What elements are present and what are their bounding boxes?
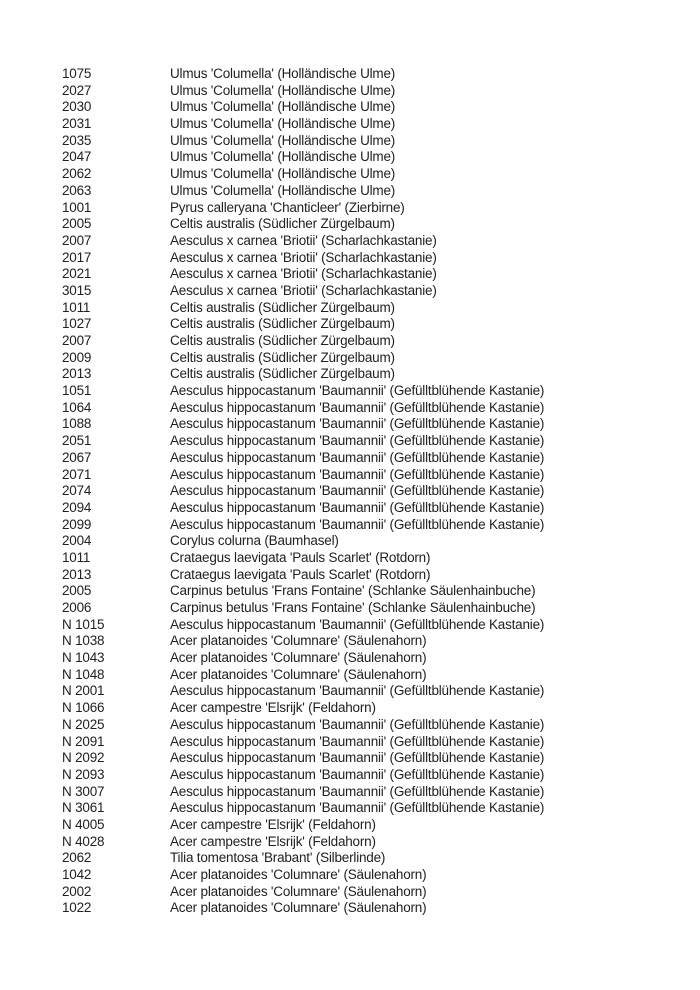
tree-id: N 4005: [62, 816, 105, 832]
tree-list-row: [62, 99, 662, 116]
tree-list-row: [62, 683, 662, 700]
tree-list-row: [62, 533, 662, 550]
tree-species: Ulmus 'Columella' (Holländische Ulme): [170, 66, 396, 81]
tree-list-row: [62, 350, 662, 367]
tree-id: 2063: [62, 182, 92, 198]
tree-id: 1027: [62, 316, 92, 332]
tree-species: Aesculus hippocastanum 'Baumannii' (Gefülltblühende Kastanie): [170, 750, 545, 766]
tree-id: 1042: [62, 867, 92, 882]
tree-species: Crataegus laevigata 'Pauls Scarlet' (Rotdorn): [170, 549, 431, 565]
tree-list-row: [62, 183, 662, 200]
tree-species: Aesculus x carnea 'Briotii' (Scharlachkastanie): [170, 249, 437, 265]
tree-id: 1011: [62, 299, 91, 315]
tree-list-row: [62, 884, 662, 901]
tree-list-row: [62, 383, 662, 400]
tree-species: Acer platanoides 'Columnare' (Säulenahorn): [170, 666, 427, 682]
tree-list-row: [62, 149, 662, 166]
tree-id: 2005: [62, 216, 92, 232]
tree-species: Aesculus x carnea 'Briotii' (Scharlachkastanie): [170, 232, 437, 248]
tree-species: Aesculus hippocastanum 'Baumannii' (Gefülltblühende Kastanie): [170, 800, 545, 816]
tree-list-row: [62, 333, 662, 350]
tree-list-row: [62, 850, 662, 867]
tree-id: N 3061: [62, 800, 105, 816]
tree-species: Ulmus 'Columella' (Holländische Ulme): [170, 116, 396, 132]
tree-species: Acer platanoides 'Columnare' (Säulenahorn): [170, 883, 427, 899]
tree-id: N 1015: [62, 616, 105, 632]
tree-species: Celtis australis (Südlicher Zürgelbaum): [170, 316, 395, 332]
tree-id: N 2001: [62, 683, 105, 699]
tree-id: 2047: [62, 149, 92, 165]
tree-list-row: [62, 867, 662, 884]
tree-species: Aesculus x carnea 'Briotii' (Scharlachkastanie): [170, 266, 437, 282]
tree-id: 2013: [62, 566, 92, 582]
tree-list-row: [62, 900, 662, 917]
tree-species: Celtis australis (Südlicher Zürgelbaum): [170, 349, 395, 365]
tree-list-row: [62, 283, 662, 300]
tree-species: Ulmus 'Columella' (Holländische Ulme): [170, 166, 396, 182]
tree-id: N 2025: [62, 716, 105, 732]
tree-id: 1088: [62, 416, 92, 432]
tree-id: N 3007: [62, 783, 105, 799]
tree-id: 2021: [62, 266, 92, 282]
tree-species: Aesculus x carnea 'Briotii' (Scharlachkastanie): [170, 282, 437, 298]
tree-species: Aesculus hippocastanum 'Baumannii' (Gefülltblühende Kastanie): [170, 716, 545, 732]
tree-id: 2074: [62, 483, 92, 499]
tree-species: Carpinus betulus 'Frans Fontaine' (Schlanke Säulenhainbuche): [170, 583, 536, 599]
tree-list-row: [62, 600, 662, 617]
tree-id: 2007: [62, 232, 92, 248]
tree-species: Acer campestre 'Elsrijk' (Feldahorn): [170, 816, 376, 832]
tree-species: Acer platanoides 'Columnare' (Säulenahorn): [170, 633, 427, 649]
tree-id: 2017: [62, 249, 92, 265]
tree-id: 1001: [62, 199, 92, 215]
tree-list-row: [62, 483, 662, 500]
tree-id: 2031: [62, 116, 92, 132]
tree-list-row: [62, 750, 662, 767]
tree-list-row: [62, 717, 662, 734]
tree-id: 2030: [62, 99, 92, 115]
tree-species: Aesculus hippocastanum 'Baumannii' (Gefülltblühende Kastanie): [170, 466, 545, 482]
tree-species: Acer platanoides 'Columnare' (Säulenahorn): [170, 650, 427, 666]
tree-species: Acer platanoides 'Columnare' (Säulenahorn): [170, 900, 427, 916]
tree-list-row: [62, 300, 662, 317]
tree-species: Aesculus hippocastanum 'Baumannii' (Gefülltblühende Kastanie): [170, 733, 545, 749]
tree-list-row: [62, 467, 662, 484]
tree-species: Acer campestre 'Elsrijk' (Feldahorn): [170, 700, 376, 716]
tree-id: 2002: [62, 883, 92, 899]
tree-list-row: [62, 667, 662, 684]
tree-species: Aesculus hippocastanum 'Baumannii' (Gefülltblühende Kastanie): [170, 683, 545, 699]
tree-id: 2013: [62, 366, 92, 382]
tree-species: Aesculus hippocastanum 'Baumannii' (Gefülltblühende Kastanie): [170, 433, 545, 449]
tree-list-row: [62, 83, 662, 100]
tree-list: [62, 66, 662, 917]
tree-id: N 1043: [62, 650, 105, 666]
tree-id: 1051: [62, 383, 92, 399]
tree-list-row: [62, 316, 662, 333]
tree-id: 1064: [62, 399, 92, 415]
tree-id: 2027: [62, 82, 92, 98]
tree-list-row: [62, 734, 662, 751]
tree-id: 1022: [62, 900, 92, 916]
tree-list-row: [62, 633, 662, 650]
tree-list-row: [62, 366, 662, 383]
tree-list-row: [62, 834, 662, 851]
tree-id: 1075: [62, 66, 92, 81]
tree-species: Aesculus hippocastanum 'Baumannii' (Gefülltblühende Kastanie): [170, 766, 545, 782]
tree-species: Tilia tomentosa 'Brabant' (Silberlinde): [170, 850, 386, 866]
tree-species: Aesculus hippocastanum 'Baumannii' (Gefülltblühende Kastanie): [170, 383, 545, 399]
tree-id: 2051: [62, 433, 92, 449]
tree-species: Aesculus hippocastanum 'Baumannii' (Gefülltblühende Kastanie): [170, 616, 545, 632]
tree-list-row: [62, 817, 662, 834]
tree-species: Aesculus hippocastanum 'Baumannii' (Gefülltblühende Kastanie): [170, 783, 545, 799]
tree-list-row: [62, 233, 662, 250]
tree-id: N 2091: [62, 733, 105, 749]
tree-list-row: [62, 784, 662, 801]
tree-list-row: [62, 266, 662, 283]
tree-list-row: [62, 550, 662, 567]
tree-id: N 2092: [62, 750, 105, 766]
tree-id: 2062: [62, 166, 92, 182]
tree-species: Acer campestre 'Elsrijk' (Feldahorn): [170, 833, 376, 849]
tree-species: Ulmus 'Columella' (Holländische Ulme): [170, 82, 396, 98]
tree-list-row: [62, 450, 662, 467]
tree-species: Celtis australis (Südlicher Zürgelbaum): [170, 366, 395, 382]
tree-list-row: [62, 617, 662, 634]
tree-list-row: [62, 116, 662, 133]
tree-species: Aesculus hippocastanum 'Baumannii' (Gefülltblühende Kastanie): [170, 483, 545, 499]
tree-id: 3015: [62, 282, 92, 298]
tree-id: N 1066: [62, 700, 105, 716]
tree-species: Ulmus 'Columella' (Holländische Ulme): [170, 132, 396, 148]
tree-species: Aesculus hippocastanum 'Baumannii' (Gefülltblühende Kastanie): [170, 416, 545, 432]
tree-id: 2006: [62, 600, 92, 615]
tree-list-row: [62, 66, 662, 83]
tree-list-row: [62, 800, 662, 817]
tree-id: 2007: [62, 333, 92, 348]
tree-id: 1011: [62, 549, 91, 565]
tree-list-row: [62, 767, 662, 784]
tree-list-row: [62, 517, 662, 534]
tree-list-row: [62, 200, 662, 217]
tree-id: 2005: [62, 583, 92, 599]
tree-id: 2067: [62, 449, 92, 465]
tree-list-row: [62, 583, 662, 600]
tree-species: Celtis australis (Südlicher Zürgelbaum): [170, 216, 395, 232]
tree-list-row: [62, 400, 662, 417]
tree-species: Ulmus 'Columella' (Holländische Ulme): [170, 182, 396, 198]
tree-list-row: [62, 250, 662, 267]
tree-species: Celtis australis (Südlicher Zürgelbaum): [170, 299, 395, 315]
tree-species: Acer platanoides 'Columnare' (Säulenahorn): [170, 867, 427, 882]
tree-species: Celtis australis (Südlicher Zürgelbaum): [170, 333, 395, 348]
tree-species: Aesculus hippocastanum 'Baumannii' (Gefülltblühende Kastanie): [170, 449, 545, 465]
tree-species: Corylus colurna (Baumhasel): [170, 533, 339, 549]
tree-species: Aesculus hippocastanum 'Baumannii' (Gefülltblühende Kastanie): [170, 516, 545, 532]
tree-id: 2035: [62, 132, 92, 148]
tree-list-row: [62, 133, 662, 150]
tree-species: Ulmus 'Columella' (Holländische Ulme): [170, 149, 396, 165]
tree-id: 2009: [62, 349, 92, 365]
tree-id: 2094: [62, 499, 92, 515]
tree-id: 2062: [62, 850, 92, 866]
tree-species: Crataegus laevigata 'Pauls Scarlet' (Rotdorn): [170, 566, 431, 582]
tree-id: 2004: [62, 533, 92, 549]
tree-list-row: [62, 700, 662, 717]
tree-list-row: [62, 567, 662, 584]
tree-list-row: [62, 650, 662, 667]
tree-list-row: [62, 166, 662, 183]
tree-species: Aesculus hippocastanum 'Baumannii' (Gefülltblühende Kastanie): [170, 399, 545, 415]
tree-list-row: [62, 433, 662, 450]
tree-id: N 4028: [62, 833, 105, 849]
tree-species: Ulmus 'Columella' (Holländische Ulme): [170, 99, 396, 115]
tree-list-row: [62, 500, 662, 517]
tree-species: Pyrus calleryana 'Chanticleer' (Zierbirne): [170, 199, 405, 215]
tree-species: Carpinus betulus 'Frans Fontaine' (Schlanke Säulenhainbuche): [170, 600, 536, 615]
tree-id: N 1038: [62, 633, 105, 649]
tree-list-row: [62, 416, 662, 433]
tree-id: 2071: [62, 466, 92, 482]
tree-species: Aesculus hippocastanum 'Baumannii' (Gefülltblühende Kastanie): [170, 499, 545, 515]
tree-id: N 1048: [62, 666, 105, 682]
tree-id: 2099: [62, 516, 92, 532]
tree-list-row: [62, 216, 662, 233]
tree-id: N 2093: [62, 766, 105, 782]
